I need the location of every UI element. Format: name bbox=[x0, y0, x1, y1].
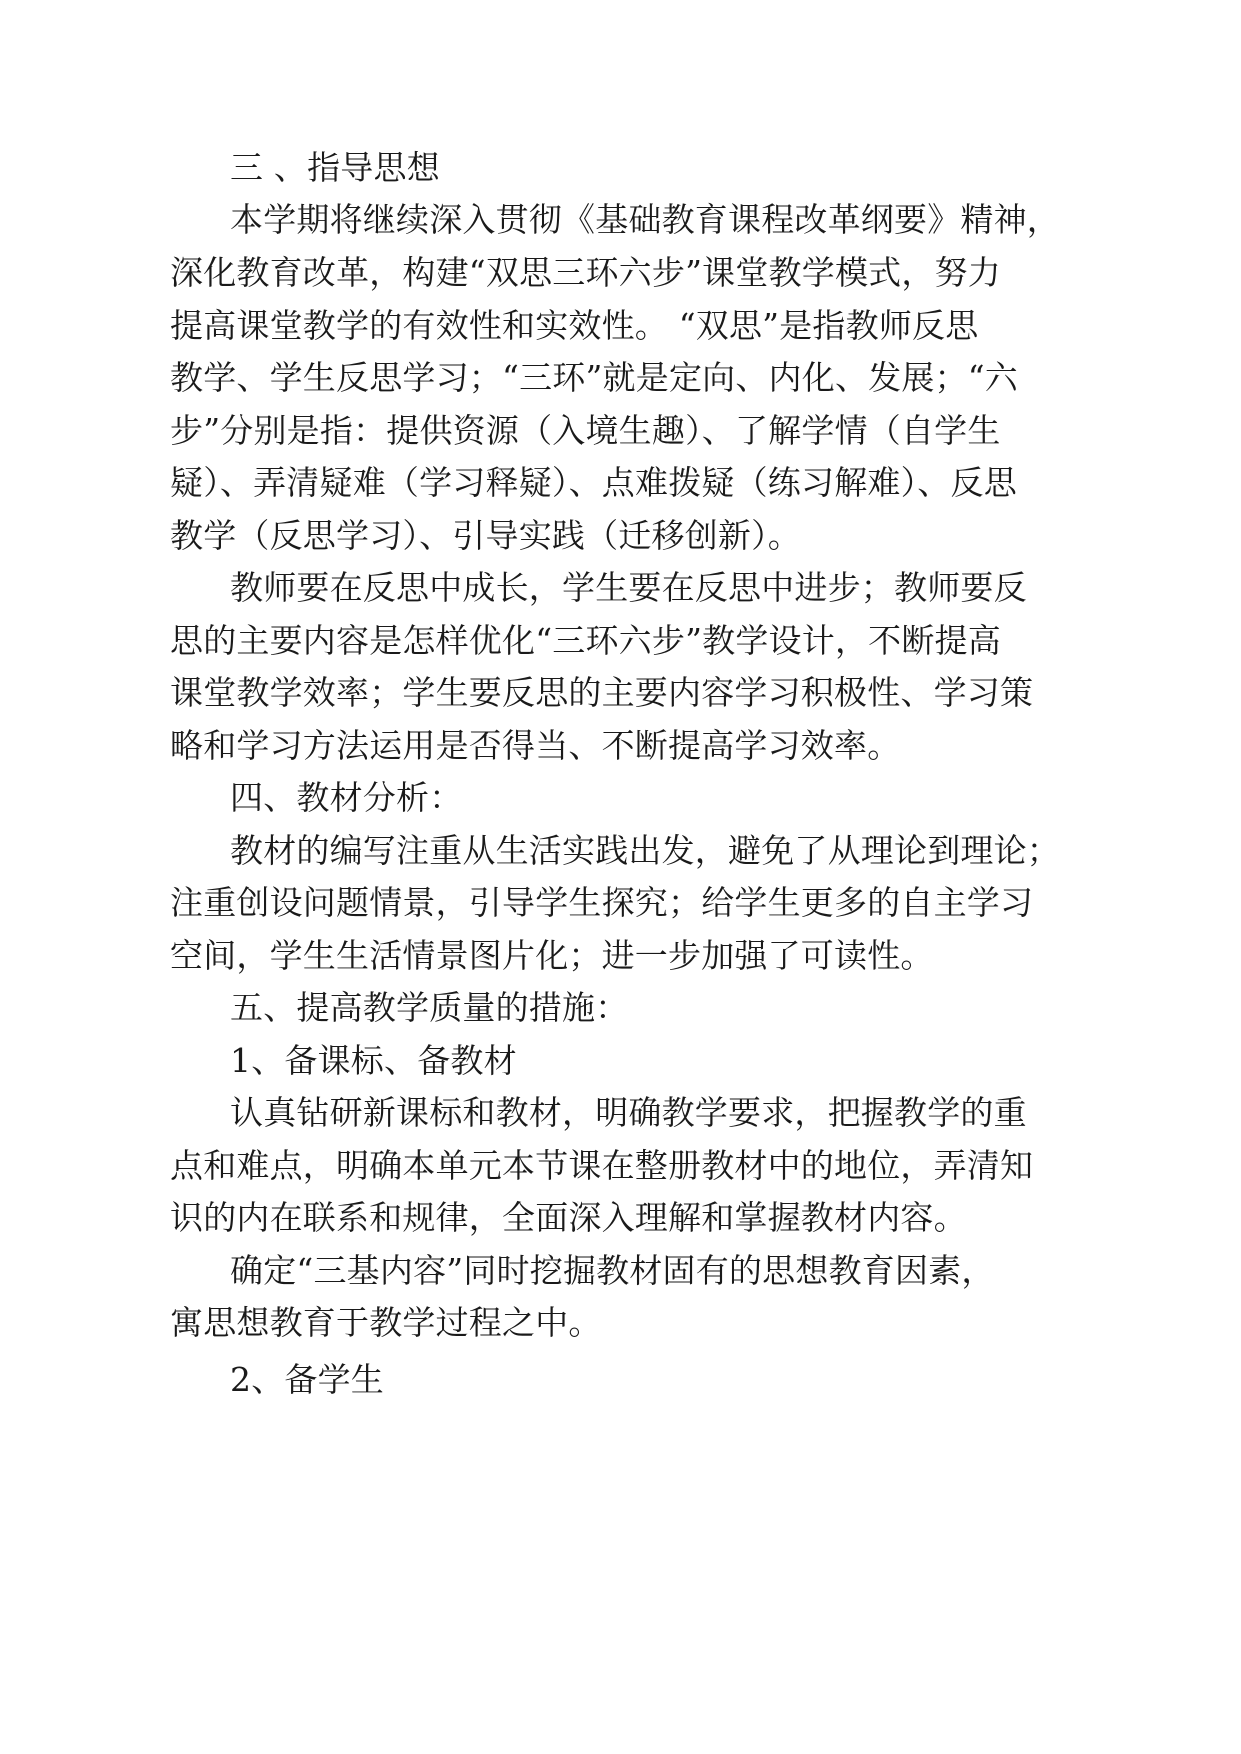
paragraph-line: 教学、学生反思学习；“三环”就是定向、内化、发展；“六 bbox=[170, 358, 1019, 397]
subheading-students: 2、备学生 bbox=[230, 1360, 384, 1399]
paragraph-line: 空间，学生生活情景图片化；进一步加强了可读性。 bbox=[170, 936, 934, 975]
paragraph-line: 疑）、弄清疑难（学习释疑）、点难拨疑（练习解难）、反思 bbox=[170, 463, 1017, 502]
paragraph-line: 确定“三基内容”同时挖掘教材固有的思想教育因素， bbox=[230, 1251, 995, 1290]
paragraph-line: 点和难点，明确本单元本节课在整册教材中的地位，弄清知 bbox=[170, 1146, 1034, 1185]
subheading-curriculum: 1、备课标、备教材 bbox=[230, 1041, 517, 1080]
paragraph-line: 教学（反思学习）、引导实践（迁移创新）。 bbox=[170, 516, 801, 555]
paragraph-line: 教师要在反思中成长，学生要在反思中进步；教师要反 bbox=[230, 568, 1027, 607]
paragraph-line: 本学期将继续深入贯彻《基础教育课程改革纲要》精神， bbox=[230, 200, 1060, 239]
heading-quality-measures: 五、提高教学质量的措施： bbox=[230, 988, 629, 1027]
paragraph-line: 教材的编写注重从生活实践出发，避免了从理论到理论； bbox=[230, 831, 1060, 870]
paragraph-line: 提高课堂教学的有效性和实效性。 “双思”是指教师反思 bbox=[170, 306, 979, 345]
paragraph-line: 步”分别是指：提供资源（入境生趣）、了解学情（自学生 bbox=[170, 411, 1001, 450]
paragraph-line: 略和学习方法运用是否得当、不断提高学习效率。 bbox=[170, 726, 901, 765]
paragraph-line: 思的主要内容是怎样优化“三环六步”教学设计，不断提高 bbox=[170, 621, 1001, 660]
paragraph-line: 识的内在联系和规律，全面深入理解和掌握教材内容。 bbox=[170, 1198, 967, 1237]
paragraph-line: 寓思想教育于教学过程之中。 bbox=[170, 1303, 602, 1342]
paragraph-line: 认真钻研新课标和教材，明确教学要求，把握教学的重 bbox=[230, 1093, 1027, 1132]
heading-guiding-ideology: 三 、指导思想 bbox=[230, 148, 440, 187]
paragraph-line: 深化教育改革，构建“双思三环六步”课堂教学模式，努力 bbox=[170, 253, 1001, 292]
paragraph-line: 课堂教学效率；学生要反思的主要内容学习积极性、学习策 bbox=[170, 673, 1034, 712]
paragraph-line: 注重创设问题情景，引导学生探究；给学生更多的自主学习 bbox=[170, 883, 1034, 922]
heading-textbook-analysis: 四、教材分析： bbox=[230, 778, 463, 817]
